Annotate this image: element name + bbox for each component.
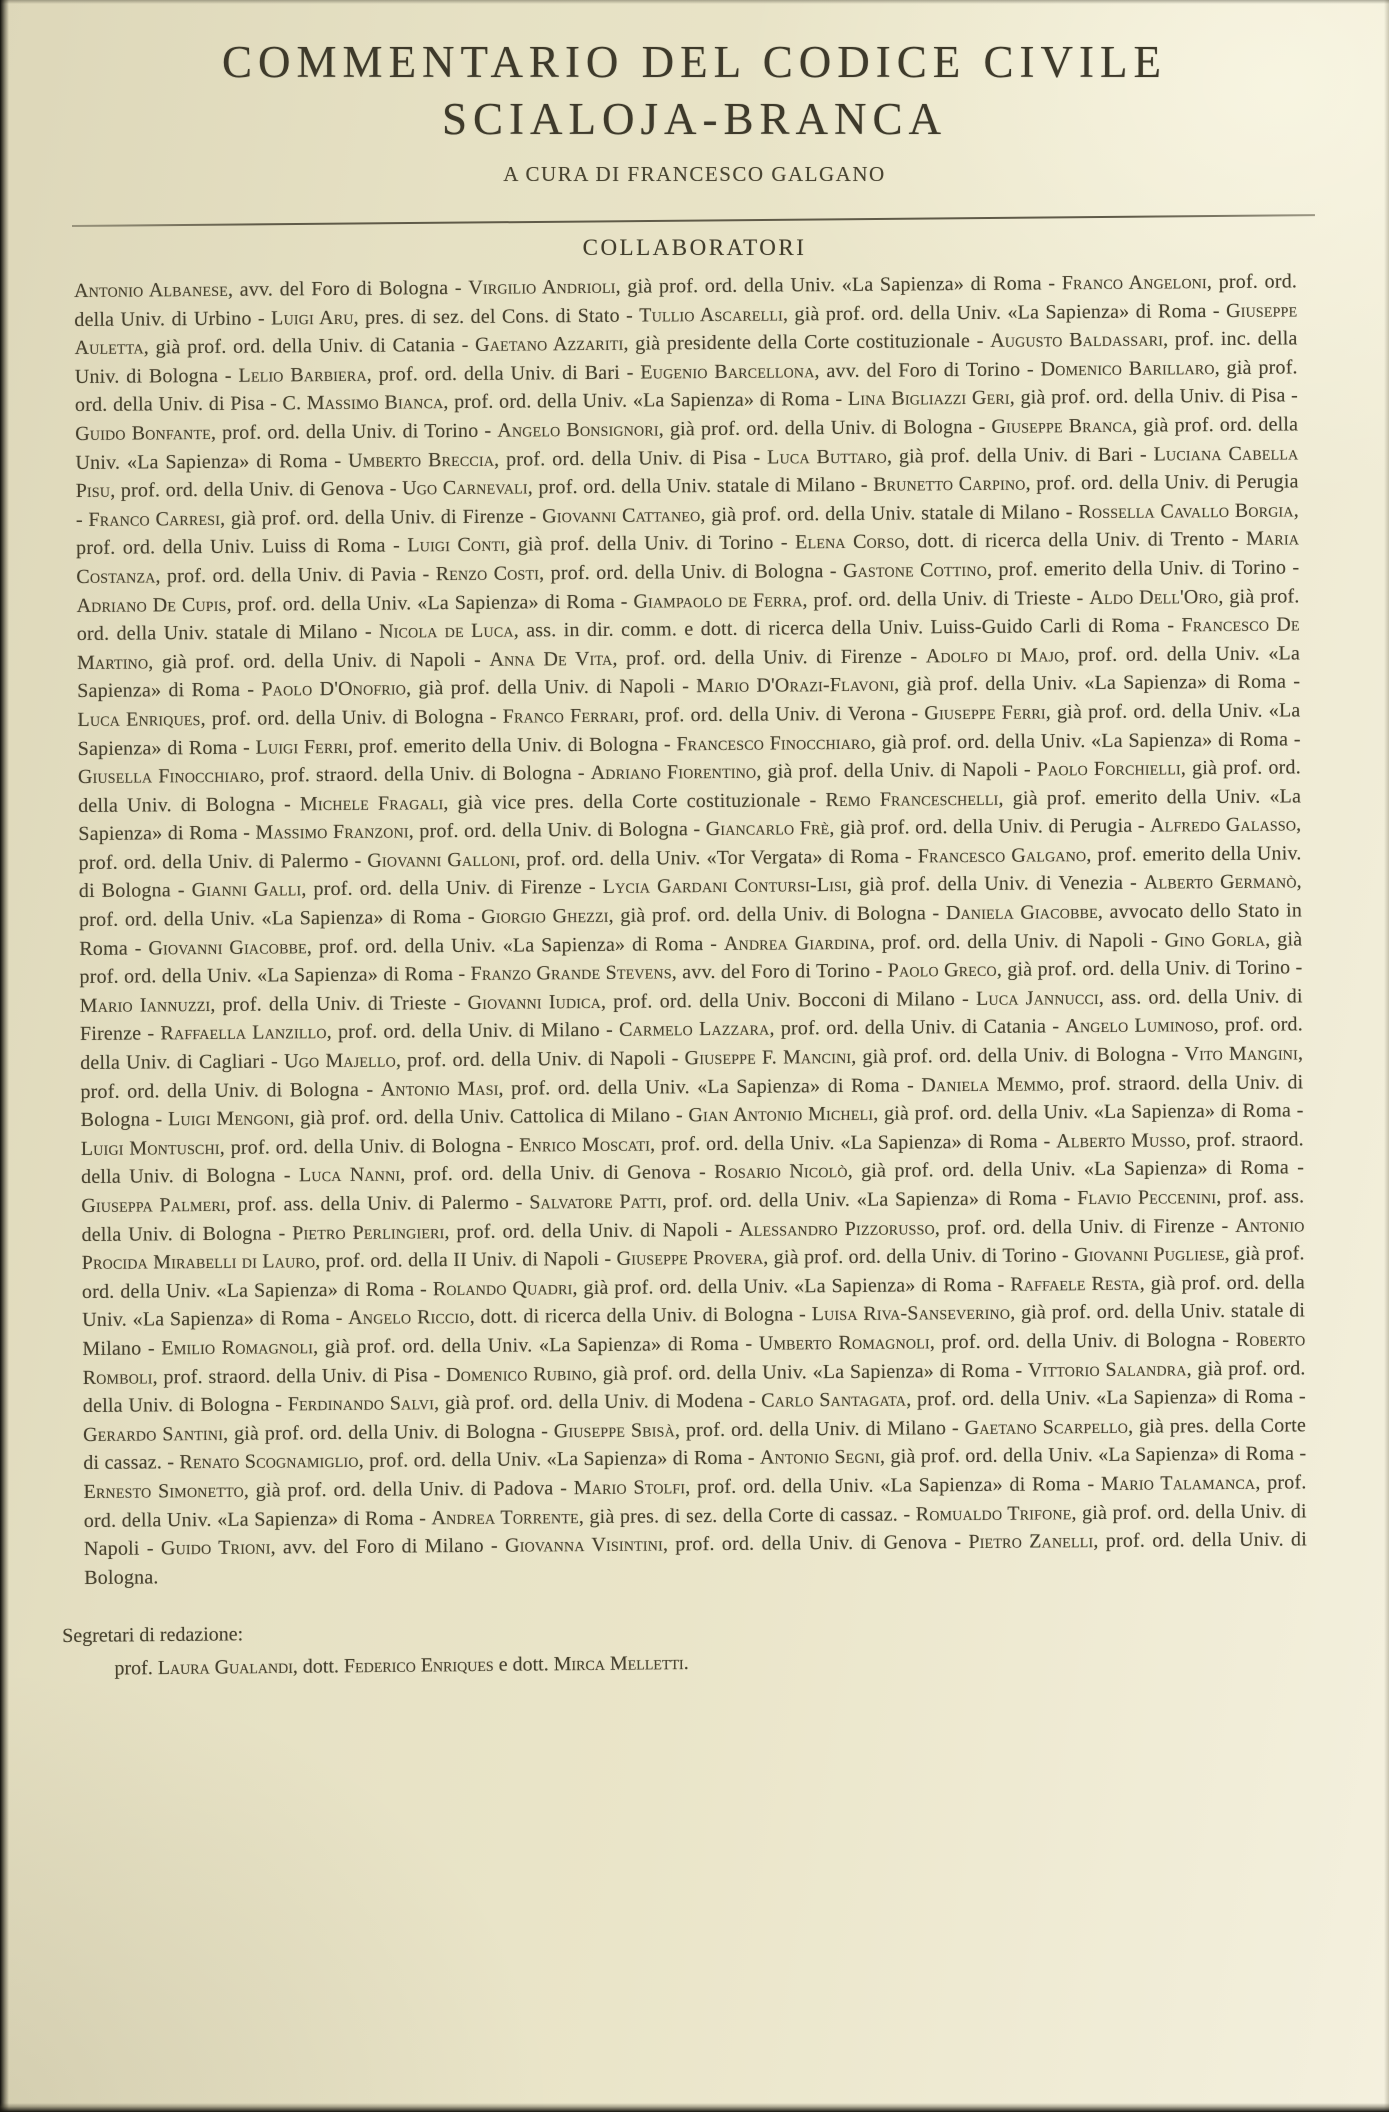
collaborator-name: Giusella Finocchiaro — [77, 764, 260, 789]
page-top-shadow — [0, 0, 1389, 4]
collaborator-name: Paolo Greco — [887, 959, 997, 982]
collaborator-name: C. Massimo Bianca — [282, 391, 444, 415]
collaborator-name: Luigi Aru — [271, 306, 354, 330]
collaborator-name: Rolando Quadri — [432, 1276, 573, 1300]
collaborator-name: Giuseppe Sbisà — [553, 1419, 676, 1443]
collaborator-name: Gastone Cottino — [842, 558, 988, 582]
book-title-line1: COMMENTARIO DEL CODICE CIVILE — [222, 37, 1167, 87]
secretary-name: Mirca Melletti — [553, 1651, 684, 1676]
collaborator-name: Augusto Baldassari — [990, 328, 1164, 352]
collaborator-name: Giovanni Giacobbe — [148, 935, 307, 960]
collaborator-name: Vittorio Salandra — [1027, 1357, 1187, 1382]
collaborator-name: Gaetano Scarpello — [964, 1415, 1129, 1439]
collaborator-name: Giampaolo de Ferra — [633, 588, 803, 613]
collaborator-name: Antonio Masi — [380, 1077, 499, 1101]
collaborator-name: Luca Nanni — [298, 1163, 401, 1187]
collaborator-name: Gino Gorla — [1164, 928, 1266, 952]
collaborator-name: Emilio Romagnoli — [161, 1336, 314, 1360]
collaborator-name: Giovanni Iudica — [467, 990, 602, 1014]
collaborator-name: Andrea Torrente — [431, 1505, 579, 1529]
secretary-name: Laura Gualandi — [157, 1655, 293, 1679]
collaborator-name: Mario Iannuzzi — [79, 993, 211, 1017]
collaborator-name: Luigi Conti — [407, 533, 506, 557]
collaborator-name: Giorgio Ghezzi — [481, 904, 609, 928]
page-bottom-edge — [0, 2103, 1389, 2112]
collaborator-name: Luigi Ferri — [255, 735, 349, 759]
collaborator-name: Mario Stolfi — [573, 1476, 686, 1500]
collaborator-name: Alessandro Pizzorusso — [738, 1216, 935, 1241]
page-right-shadow — [1384, 0, 1389, 2112]
collaborator-name: Giuseppe F. Mancini — [684, 1045, 852, 1070]
divider-rule — [72, 214, 1315, 227]
book-title-line2: SCIALOJA-BRANCA — [441, 94, 948, 144]
collaborator-name: Vito Mangini — [1184, 1042, 1299, 1066]
collaborator-name: Domenico Rubino — [446, 1362, 593, 1386]
collaborator-name: Franzo Grande Stevens — [470, 961, 672, 986]
collaborator-name: Lelio Barbiera — [238, 363, 367, 387]
collaborator-name: Ernesto Simonetto — [83, 1479, 244, 1503]
collaborator-name: Salvatore Patti — [529, 1190, 662, 1214]
collaborator-name: Giovanni Pugliese — [1074, 1243, 1225, 1267]
collaborator-name: Luca Jannucci — [975, 986, 1099, 1010]
secretary-name: Federico Enriques — [343, 1653, 494, 1678]
collaborator-name: Luigi Mengoni — [167, 1107, 290, 1131]
collaborator-name: Angelo Luminoso — [1065, 1014, 1214, 1038]
collaborator-name: Daniela Memmo — [921, 1072, 1060, 1096]
book-subtitle: A CURA DI FRANCESCO GALGANO — [503, 162, 886, 186]
collaborator-name: Giovanni Galloni — [367, 848, 516, 872]
collaborator-name: Flavio Peccenini — [1077, 1186, 1217, 1210]
collaborator-name: Franco Ferrari — [502, 704, 635, 728]
collaborator-name: Enrico Moscati — [519, 1133, 651, 1157]
section-heading: COLLABORATORI — [582, 235, 807, 260]
collaborator-name: Rosario Nicolò — [714, 1160, 848, 1184]
collaborator-name: Carlo Santagata — [761, 1388, 907, 1412]
collaborator-name: Maria Costanza — [76, 527, 1300, 588]
collaborator-name: Romualdo Trifone — [915, 1501, 1072, 1525]
collaborator-name: Daniela Giacobbe — [945, 901, 1098, 925]
collaborator-name: Tullio Ascarelli — [639, 303, 784, 327]
collaborator-name: Alberto Musso — [1056, 1129, 1186, 1153]
collaborator-name: Gerardo Santini — [83, 1422, 224, 1446]
collaborator-name: Eugenio Barcellona — [640, 359, 815, 384]
collaborator-name: Lina Bigliazzi Geri — [847, 387, 1010, 411]
collaborator-name: Domenico Barillaro — [1040, 356, 1215, 381]
collaborator-name: Remo Franceschelli — [825, 787, 999, 811]
collaborator-name: Mario Talamanca — [1100, 1471, 1256, 1495]
collaborator-name: Carmelo Lazzara — [618, 1017, 770, 1042]
collaborator-name: Raffaella Lanzillo — [160, 1021, 327, 1045]
collaborator-name: Giuseppa Palmeri — [81, 1193, 226, 1217]
collaborator-name: Paolo Forchielli — [1036, 757, 1181, 781]
collaborator-name: Alfredo Galasso — [1150, 813, 1297, 837]
collaborator-name: Elena Corso — [795, 530, 905, 554]
collaborator-name: Luigi Montuschi — [80, 1136, 220, 1160]
collaborator-name: Brunetto Carpino — [873, 472, 1026, 496]
collaborator-name: Giuseppe Auletta — [74, 298, 1298, 360]
collaborator-name: Gaetano Azzariti — [475, 332, 624, 357]
collaborator-name: Andrea Giardina — [723, 931, 870, 955]
collaborator-name: Anna De Vita — [489, 647, 613, 671]
collaborator-name: Ugo Majello — [283, 1049, 397, 1073]
secretaries-line: prof. Laura Gualandi, dott. Federico Enriques e dott. Mirca Melletti. — [114, 1651, 689, 1680]
collaborator-name: Pietro Zanelli — [968, 1530, 1094, 1554]
collaborator-name: Gianni Galli — [191, 878, 302, 902]
collaborator-name: Rossella Cavallo Borgia — [1078, 499, 1294, 523]
collaborator-name: Luisa Riva-Sanseverino — [811, 1302, 1011, 1326]
collaborator-name: Michele Fragali — [299, 791, 444, 815]
collaborator-name: Angelo Riccio — [348, 1306, 470, 1330]
collaborator-name: Antonio Albanese — [74, 278, 228, 302]
collaborator-name: Ferdinando Salvi — [287, 1392, 435, 1416]
collaborator-name: Giancarlo Frè — [705, 817, 830, 841]
collaborator-name: Adriano De Cupis — [76, 593, 227, 617]
book-title — [0, 0, 1389, 148]
secretaries-label: Segretari di redazione: — [62, 1623, 244, 1648]
collaborator-name: Giuseppe Provera — [616, 1246, 764, 1270]
collaborator-name: Giovanna Visintini — [504, 1533, 663, 1557]
collaborator-name: Francesco Galgano — [917, 843, 1087, 868]
collaborator-name: Renzo Costi — [435, 562, 540, 586]
collaborator-name: Ugo Carnevali — [401, 476, 528, 500]
collaborator-name: Luca Buttaro — [767, 445, 887, 469]
collaborator-name: Massimo Franzoni — [255, 820, 409, 844]
collaborator-name: Adolfo di Majo — [925, 643, 1065, 668]
collaborator-name: Franco Carresi — [88, 507, 221, 531]
collaborator-name: Paolo D'Onofrio — [261, 677, 407, 701]
collaborator-name: Mario D'Orazi-Flavoni — [696, 673, 895, 698]
collaborator-name: Francesco Finocchiaro — [676, 731, 871, 755]
collaborator-name: Luca Enriques — [77, 707, 201, 731]
collaborator-name: Pietro Perlingieri — [292, 1220, 445, 1244]
collaborator-name: Francesco De Martino — [76, 613, 1300, 674]
collaborator-name: Guido Trioni — [160, 1536, 271, 1560]
page-gutter-shadow — [0, 0, 9, 2112]
collaborator-name: Antonio Segni — [759, 1446, 881, 1469]
collaborator-name: Guido Bonfante — [75, 421, 212, 445]
collaborator-name: Giuseppe Ferri — [924, 701, 1046, 725]
collaborator-name: Nicola de Luca — [378, 619, 514, 643]
collaborator-name: Raffaele Resta — [1010, 1272, 1140, 1296]
collaborator-name: Lycia Gardani Contursi-Lisi — [602, 874, 848, 899]
collaborators-paragraph: Antonio Albanese, avv. del Foro di Bologna - Virgilio Andrioli, già prof. ord. della Univ. «La Sapienza» di Roma - Franco Angeloni, prof. ord. della Univ. di Urbino - Luigi Aru, pres. di sez. del Cons. di Stato - Tullio Ascarelli, già prof. ord. della Univ. «La Sapienza» di Roma - Giuseppe Auletta, già prof. ord. della Univ. di Catania - Gaetano Azzariti, già presidente della Corte costituzionale - Augusto Baldassari, prof. inc. della Univ. di Bologna - Lelio Barbiera, prof. ord. della Univ. di Bari - Eugenio Barcellona, avv. del Foro di Torino - Domenico Barillaro, già prof. ord. della Univ. di Pisa - C. Massimo Bianca, prof. ord. della Univ. «La Sapienza» di Roma - Lina Bigliazzi Geri, già prof. ord. della Univ. di Pisa - Guido Bonfante, prof. ord. della Univ. di Torino - Angelo Bonsignori, già prof. ord. della Univ. di Bologna - Giuseppe Branca, già prof. ord. della Univ. «La Sapienza» di Roma - Umberto Breccia, prof. ord. della Univ. di Pisa - Luca Buttaro, già prof. della Univ. di Bari - Luciana Cabella Pisu, prof. ord. della Univ. di Genova - Ugo Carnevali, prof. ord. della Univ. statale di Milano - Brunetto Carpino, prof. ord. della Univ. di Perugia - Franco Carresi, già prof. ord. della Univ. di Firenze - Giovanni Cattaneo, già prof. ord. della Univ. statale di Milano - Rossella Cavallo Borgia, prof. ord. della Univ. Luiss di Roma - Luigi Conti, già prof. della Univ. di Torino - Elena Corso, dott. di ricerca della Univ. di Trento - Maria Costanza, prof. ord. della Univ. di Pavia - Renzo Costi, prof. ord. della Univ. di Bologna - Gastone Cottino, prof. emerito della Univ. di Torino - Adriano De Cupis, prof. ord. della Univ. «La Sapienza» di Roma - Giampaolo de Ferra, prof. ord. della Univ. di Trieste - Aldo Dell'Oro, già prof. ord. della Univ. statale di Milano - Nicola de Luca, ass. in dir. comm. e dott. di ricerca della Univ. Luiss-Guido Carli di Roma - Francesco De Martino, già prof. ord. della Univ. di Napoli - Anna De Vita, prof. ord. della Univ. di Firenze - Adolfo di Majo, prof. ord. della Univ. «La Sapienza» di Roma - Paolo D'Onofrio, già prof. della Univ. di Napoli - Mario D'Orazi-Flavoni, già prof. della Univ. «La Sapienza» di Roma - Luca Enriques, prof. ord. della Univ. di Bologna - Franco Ferrari, prof. ord. della Univ. di Verona - Giuseppe Ferri, già prof. ord. della Univ. «La Sapienza» di Roma - Luigi Ferri, prof. emerito della Univ. di Bologna - Francesco Finocchiaro, già prof. ord. della Univ. «La Sapienza» di Roma - Giusella Finocchiaro, prof. straord. della Univ. di Bologna - Adriano Fiorentino, già prof. della Univ. di Napoli - Paolo Forchielli, già prof. ord. della Univ. di Bologna - Michele Fragali, già vice pres. della Corte costituzionale - Remo Franceschelli, già prof. emerito della Univ. «La Sapienza» di Roma - Massimo Franzoni, prof. ord. della Univ. di Bologna - Giancarlo Frè, già prof. ord. della Univ. di Perugia - Alfredo Galasso, prof. ord. della Univ. di Palermo - Giovanni Galloni, prof. ord. della Univ. «Tor Vergata» di Roma - Francesco Galgano, prof. emerito della Univ. di Bologna - Gianni Galli, prof. ord. della Univ. di Firenze - Lycia Gardani Contursi-Lisi, già prof. della Univ. di Venezia - Alberto Germanò, prof. ord. della Univ. «La Sapienza» di Roma - Giorgio Ghezzi, già prof. ord. della Univ. di Bologna - Daniela Giacobbe, avvocato dello Stato in Roma - Giovanni Giacobbe, prof. ord. della Univ. «La Sapienza» di Roma - Andrea Giardina, prof. ord. della Univ. di Napoli - Gino Gorla, già prof. ord. della Univ. «La Sapienza» di Roma - Franzo Grande Stevens, avv. del Foro di Torino - Paolo Greco, già prof. ord. della Univ. di Torino - Mario Iannuzzi, prof. della Univ. di Trieste - Giovanni Iudica, prof. ord. della Univ. Bocconi di Milano - Luca Jannucci, ass. ord. della Univ. di Firenze - Raffaella Lanzillo, prof. ord. della Univ. di Milano - Carmelo Lazzara, prof. ord. della Univ. di Catania - Angelo Luminoso, prof. ord. della Univ. di Cagliari - Ugo Majello, prof. ord. della Univ. di Napoli - Giuseppe F. Mancini, già prof. ord. della Univ. di Bologna - Vito Mangini, prof. ord. della Univ. di Bologna - Antonio Masi, prof. ord. della Univ. «La Sapienza» di Roma - Daniela Memmo, prof. straord. della Univ. di Bologna - Luigi Mengoni, già prof. ord. della Univ. Cattolica di Milano - Gian Antonio Micheli, già prof. ord. della Univ. «La Sapienza» di Roma - Luigi Montuschi, prof. ord. della Univ. di Bologna - Enrico Moscati, prof. ord. della Univ. «La Sapienza» di Roma - Alberto Musso, prof. straord. della Univ. di Bologna - Luca Nanni, prof. ord. della Univ. di Genova - Rosario Nicolò, già prof. ord. della Univ. «La Sapienza» di Roma - Giuseppa Palmeri, prof. ass. della Univ. di Palermo - Salvatore Patti, prof. ord. della Univ. «La Sapienza» di Roma - Flavio Peccenini, prof. ass. della Univ. di Bologna - Pietro Perlingieri, prof. ord. della Univ. di Napoli - Alessandro Pizzorusso, prof. ord. della Univ. di Firenze - Antonio Procida Mirabelli di Lauro, prof. ord. della II Univ. di Napoli - Giuseppe Provera, già prof. ord. della Univ. di Torino - Giovanni Pugliese, già prof. ord. della Univ. «La Sapienza» di Roma - Rolando Quadri, già prof. ord. della Univ. «La Sapienza» di Roma - Raffaele Resta, già prof. ord. della Univ. «La Sapienza» di Roma - Angelo Riccio, dott. di ricerca della Univ. di Bologna - Luisa Riva-Sanseverino, già prof. ord. della Univ. statale di Milano - Emilio Romagnoli, già prof. ord. della Univ. «La Sapienza» di Roma - Umberto Romagnoli, prof. ord. della Univ. di Bologna - Roberto Romboli, prof. straord. della Univ. di Pisa - Domenico Rubino, già prof. ord. della Univ. «La Sapienza» di Roma - Vittorio Salandra, già prof. ord. della Univ. di Bologna - Ferdinando Salvi, già prof. ord. della Univ. di Modena - Carlo Santagata, prof. ord. della Univ. «La Sapienza» di Roma - Gerardo Santini, già prof. ord. della Univ. di Bologna - Giuseppe Sbisà, prof. ord. della Univ. di Milano - Gaetano Scarpello, già pres. della Corte di cassaz. - Renato Scognamiglio, prof. ord. della Univ. «La Sapienza» di Roma - Antonio Segni, già prof. ord. della Univ. «La Sapienza» di Roma - Ernesto Simonetto, già prof. ord. della Univ. di Padova - Mario Stolfi, prof. ord. della Univ. «La Sapienza» di Roma - Mario Talamanca, prof. ord. della Univ. «La Sapienza» di Roma - Andrea Torrente, già pres. di sez. della Corte di cassaz. - Romualdo Trifone, già prof. ord. della Univ. di Napoli - Guido Trioni, avv. del Foro di Milano - Giovanna Visintini, prof. ord. della Univ. di Genova - Pietro Zanelli, prof. ord. della Univ. di Bologna. — [74, 270, 1308, 1589]
collaborator-name: Antonio Procida Mirabelli di Lauro — [81, 1213, 1305, 1275]
collaborator-name: Giovanni Cattaneo — [542, 503, 701, 528]
editorial-secretaries-section — [62, 1610, 1298, 1683]
collaborator-name: Angelo Bonsignori — [497, 418, 659, 442]
collaborator-name: Luciana Cabella Pisu — [75, 441, 1299, 503]
collaborator-name: Umberto Romagnoli — [758, 1331, 930, 1355]
collaborator-name: Umberto Breccia — [348, 448, 495, 472]
collaborator-name: Aldo Dell'Oro — [1089, 585, 1219, 609]
collaborator-name: Alberto Germanò — [1143, 870, 1297, 895]
collaborator-name: Roberto Romboli — [82, 1328, 1306, 1389]
collaborator-name: Gian Antonio Micheli — [688, 1102, 874, 1127]
collaborator-name: Franco Angeloni — [1061, 271, 1207, 295]
collaborator-name: Virgilio Andrioli — [468, 275, 616, 299]
collaborator-name: Renato Scognamiglio — [179, 1450, 359, 1474]
collaborator-name: Adriano Fiorentino — [590, 760, 757, 785]
collaborator-name: Giuseppe Branca — [991, 414, 1133, 438]
